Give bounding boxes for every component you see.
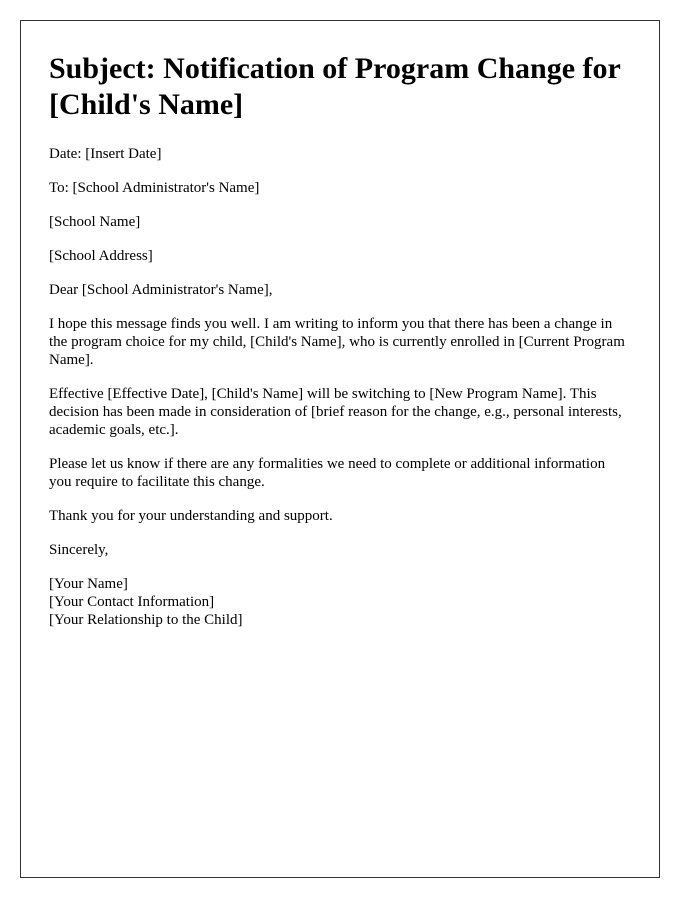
body-paragraph-intro: I hope this message finds you well. I am writing to inform you that there has been a change in the program choice for my child, [Child's Name], who is currently enrolled in [Current Program Name]. <box>49 316 625 368</box>
signature-relationship: [Your Relationship to the Child] <box>49 612 243 628</box>
closing: Sincerely, <box>49 542 109 558</box>
body-paragraph-change: Effective [Effective Date], [Child's Name] will be switching to [New Program Name]. This decision has been made in consideration of [brief reason for the change, e.g., personal interests, academic goals, etc.]. <box>49 386 622 438</box>
body-paragraph-thanks: Thank you for your understanding and support. <box>49 508 333 524</box>
signature-contact: [Your Contact Information] <box>49 594 215 610</box>
letter-page <box>20 20 660 878</box>
letter-date: Date: [Insert Date] <box>49 146 162 162</box>
school-address: [School Address] <box>49 248 153 264</box>
signature-block <box>49 575 631 629</box>
signature-name: [Your Name] <box>49 576 128 592</box>
letter-subject: Subject: Notification of Program Change for [Child's Name] <box>49 52 621 121</box>
recipient-line: To: [School Administrator's Name] <box>49 180 260 196</box>
school-name: [School Name] <box>49 214 141 230</box>
body-paragraph-request: Please let us know if there are any formalities we need to complete or additional information you require to facilitate this change. <box>49 456 606 490</box>
salutation: Dear [School Administrator's Name], <box>49 282 273 298</box>
